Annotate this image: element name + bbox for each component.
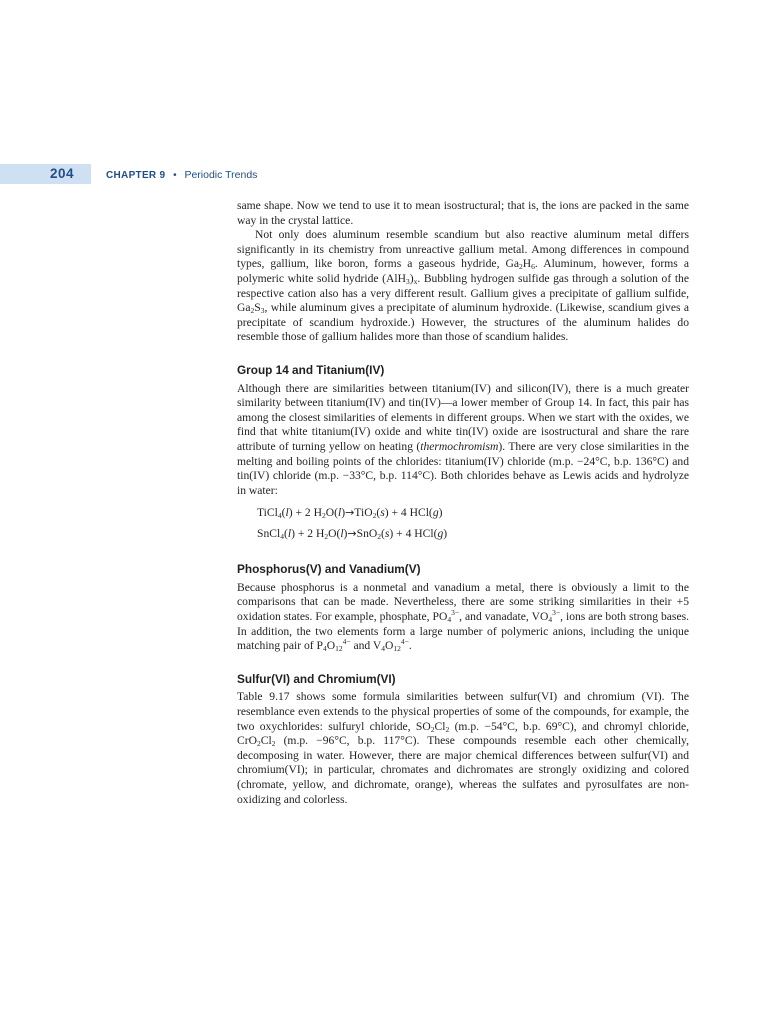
chapter-title: Periodic Trends [184, 169, 258, 181]
running-head [106, 169, 257, 181]
paragraph-aluminum: Not only does aluminum resemble scandium but also reactive aluminum metal differs significantly in its chemistry from unreactive gallium metal. Among differences in compound types, gallium, like boron, forms a gaseous hydride, $Ga_2H_6$. Aluminum, however, forms a polymeric white solid hydride $(AlH_3)_x$. Bubbling hydrogen sulfide gas through a solution of the respective cation also has a very different result. Gallium gives a precipitate of gallium sulfide, $Ga_2S_3$, while aluminum gives a precipitate of aluminum hydroxide. (Likewise, scandium gives a precipitate of scandium hydroxide.) However, the structures of the aluminum halides do resemble those of gallium halides more than those of scandium halides. [237, 228, 689, 344]
equation-sncl4-hydrolysis: SnCl$_4$(l) + 2 $H_2O(l)\to SnO_2(s) + 4$ HCl(g) [257, 527, 448, 542]
paragraph-phosphorus: Because phosphorus is a nonmetal and vanadium a metal, there is obviously a limit to the comparisons that can be made. Nevertheless, there are some striking similarities in their +5 oxidation states. For example, phosphate, $PO_4^{3-}$, and vanadate, $VO_4^{3-}$, ions are both strong bases. In addition, the two elements form a large number of polymeric anions, including the unique matching pair of $P_4O_{12}^{4-}$ and $V_4O_{12}^{4-}$. [237, 580, 690, 654]
reaction-arrow: → [345, 506, 355, 520]
bullet-separator: • [173, 170, 177, 181]
equation-ticl4-hydrolysis: TiCl$_4$(l) + 2 $H_2O(l)\to TiO_2(s) + 4$ HCl(g) [257, 506, 443, 521]
page-number: 204 [50, 166, 75, 181]
body-text-column [237, 199, 689, 807]
section-heading-sulfur: Sulfur(VI) and Chromium(VI) [237, 671, 396, 686]
chapter-label: CHAPTER 9 [106, 170, 166, 181]
section-heading-phosphorus: Phosphorus(V) and Vanadium(V) [237, 562, 421, 577]
paragraph-continued: same shape. Now we tend to use it to mean isostructural; that is, the ions are packed in the same way in the crystal lattice. [237, 199, 689, 227]
section-heading-group14: Group 14 and Titanium(IV) [237, 362, 385, 377]
equation-block [257, 502, 689, 544]
reaction-arrow: → [347, 527, 357, 541]
paragraph-sulfur: Table 9.17 shows some formula similarities between sulfur(VI) and chromium (VI). The resemblance even extends to the physical properties of some of the compounds, for example, the two oxychlorides: sulfuryl chloride, $SO_2Cl_2$ (m.p. −54°C, b.p. 69°C), and chromyl chloride, $CrO_2Cl_2$ (m.p. −96°C, b.p. 117°C). These compounds resemble each other chemically, decomposing in water. However, there are major chemical differences between sulfur(VI) and chromium(VI); in particular, chromates and dichromates are strongly oxidizing and colored (chromate, yellow, and dichromate, orange), whereas the sulfates and pyrosulfates are non-oxidizing and colorless. [237, 690, 689, 806]
paragraph-group14: Although there are similarities between titanium(IV) and silicon(IV), there is a much greater similarity between titanium(IV) and tin(IV)—a lower member of Group 14. In fact, this pair has among the closest similarities of elements in different groups. When we start with the oxides, we find that white titanium(IV) oxide and white tin(IV) oxide are isostructural and share the rare attribute of turning yellow on heating (thermochromism). There are very close similarities in the melting and boiling points of the chlorides: titanium(IV) chloride (m.p. −24°C, b.p. 136°C) and tin(IV) chloride (m.p. −33°C, b.p. 114°C). Both chlorides behave as Lewis acids and hydrolyze in water: [237, 381, 689, 497]
